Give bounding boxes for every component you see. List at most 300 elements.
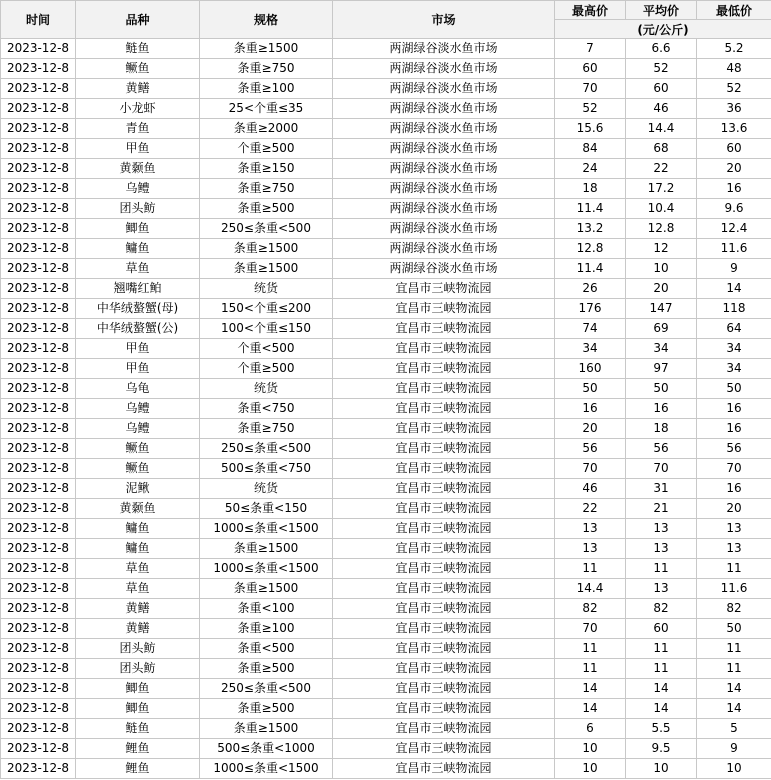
- table-row: [1, 39, 771, 59]
- cell-variety: 中华绒螯蟹(公): [76, 319, 200, 339]
- cell-high: 11.4: [555, 259, 626, 279]
- cell-date: 2023-12-8: [1, 59, 76, 79]
- cell-spec: 1000≤条重<1500: [200, 519, 333, 539]
- cell-spec: 条重≥500: [200, 699, 333, 719]
- cell-market: 宜昌市三峡物流园: [333, 439, 555, 459]
- cell-spec: 条重<100: [200, 599, 333, 619]
- cell-date: 2023-12-8: [1, 219, 76, 239]
- cell-spec: 条重<500: [200, 639, 333, 659]
- cell-spec: 条重≥100: [200, 619, 333, 639]
- cell-low: 50: [697, 619, 771, 639]
- cell-variety: 鲤鱼: [76, 759, 200, 779]
- cell-date: 2023-12-8: [1, 339, 76, 359]
- cell-market: 两湖绿谷淡水鱼市场: [333, 139, 555, 159]
- cell-high: 15.6: [555, 119, 626, 139]
- cell-high: 56: [555, 439, 626, 459]
- cell-date: 2023-12-8: [1, 619, 76, 639]
- cell-high: 70: [555, 459, 626, 479]
- cell-market: 两湖绿谷淡水鱼市场: [333, 59, 555, 79]
- cell-spec: 25<个重≤35: [200, 99, 333, 119]
- table-row: [1, 239, 771, 259]
- table-header: [1, 1, 771, 39]
- cell-market: 宜昌市三峡物流园: [333, 619, 555, 639]
- table-row: [1, 159, 771, 179]
- cell-high: 84: [555, 139, 626, 159]
- cell-low: 14: [697, 279, 771, 299]
- cell-low: 52: [697, 79, 771, 99]
- cell-variety: 中华绒螯蟹(母): [76, 299, 200, 319]
- cell-market: 宜昌市三峡物流园: [333, 699, 555, 719]
- cell-variety: 黄颡鱼: [76, 499, 200, 519]
- cell-high: 10: [555, 759, 626, 779]
- cell-low: 16: [697, 419, 771, 439]
- cell-high: 60: [555, 59, 626, 79]
- cell-high: 16: [555, 399, 626, 419]
- cell-variety: 鲤鱼: [76, 739, 200, 759]
- table-row: [1, 339, 771, 359]
- cell-market: 宜昌市三峡物流园: [333, 479, 555, 499]
- table-row: [1, 759, 771, 779]
- cell-avg: 11: [626, 559, 697, 579]
- cell-low: 5: [697, 719, 771, 739]
- cell-low: 34: [697, 359, 771, 379]
- cell-market: 宜昌市三峡物流园: [333, 299, 555, 319]
- cell-avg: 9.5: [626, 739, 697, 759]
- table-row: [1, 139, 771, 159]
- cell-market: 两湖绿谷淡水鱼市场: [333, 179, 555, 199]
- cell-low: 14: [697, 679, 771, 699]
- cell-avg: 12: [626, 239, 697, 259]
- cell-market: 宜昌市三峡物流园: [333, 539, 555, 559]
- cell-spec: 个重<500: [200, 339, 333, 359]
- cell-spec: 50≤条重<150: [200, 499, 333, 519]
- cell-avg: 17.2: [626, 179, 697, 199]
- cell-variety: 团头鲂: [76, 199, 200, 219]
- cell-spec: 条重≥2000: [200, 119, 333, 139]
- header-avg: 平均价: [626, 1, 697, 20]
- cell-date: 2023-12-8: [1, 179, 76, 199]
- cell-low: 11: [697, 559, 771, 579]
- table-row: [1, 199, 771, 219]
- cell-low: 48: [697, 59, 771, 79]
- cell-date: 2023-12-8: [1, 639, 76, 659]
- cell-spec: 250≤条重<500: [200, 219, 333, 239]
- cell-spec: 1000≤条重<1500: [200, 559, 333, 579]
- cell-market: 宜昌市三峡物流园: [333, 319, 555, 339]
- header-variety: 品种: [76, 1, 200, 39]
- cell-avg: 14: [626, 679, 697, 699]
- cell-spec: 1000≤条重<1500: [200, 759, 333, 779]
- cell-variety: 乌鳢: [76, 419, 200, 439]
- cell-low: 12.4: [697, 219, 771, 239]
- cell-market: 宜昌市三峡物流园: [333, 279, 555, 299]
- cell-market: 宜昌市三峡物流园: [333, 559, 555, 579]
- cell-high: 10: [555, 739, 626, 759]
- cell-spec: 250≤条重<500: [200, 439, 333, 459]
- cell-variety: 青鱼: [76, 119, 200, 139]
- cell-date: 2023-12-8: [1, 659, 76, 679]
- cell-spec: 250≤条重<500: [200, 679, 333, 699]
- cell-low: 36: [697, 99, 771, 119]
- cell-avg: 147: [626, 299, 697, 319]
- header-low: 最低价: [697, 1, 771, 20]
- cell-spec: 条重≥1500: [200, 239, 333, 259]
- cell-low: 16: [697, 399, 771, 419]
- cell-market: 宜昌市三峡物流园: [333, 459, 555, 479]
- cell-spec: 条重≥1500: [200, 719, 333, 739]
- cell-low: 56: [697, 439, 771, 459]
- cell-date: 2023-12-8: [1, 439, 76, 459]
- cell-high: 13: [555, 519, 626, 539]
- cell-low: 11.6: [697, 579, 771, 599]
- cell-high: 70: [555, 79, 626, 99]
- cell-date: 2023-12-8: [1, 39, 76, 59]
- cell-market: 宜昌市三峡物流园: [333, 359, 555, 379]
- cell-date: 2023-12-8: [1, 599, 76, 619]
- cell-date: 2023-12-8: [1, 679, 76, 699]
- table-row: [1, 79, 771, 99]
- cell-low: 16: [697, 479, 771, 499]
- cell-avg: 14.4: [626, 119, 697, 139]
- cell-low: 60: [697, 139, 771, 159]
- cell-variety: 黄颡鱼: [76, 159, 200, 179]
- cell-market: 两湖绿谷淡水鱼市场: [333, 239, 555, 259]
- cell-avg: 46: [626, 99, 697, 119]
- cell-spec: 条重<750: [200, 399, 333, 419]
- cell-variety: 鲢鱼: [76, 39, 200, 59]
- cell-low: 11: [697, 639, 771, 659]
- cell-variety: 鳜鱼: [76, 439, 200, 459]
- cell-market: 宜昌市三峡物流园: [333, 739, 555, 759]
- cell-spec: 统货: [200, 279, 333, 299]
- cell-market: 宜昌市三峡物流园: [333, 599, 555, 619]
- cell-market: 两湖绿谷淡水鱼市场: [333, 79, 555, 99]
- cell-avg: 97: [626, 359, 697, 379]
- header-unit: (元/公斤): [555, 20, 771, 39]
- cell-avg: 12.8: [626, 219, 697, 239]
- table-row: [1, 499, 771, 519]
- cell-low: 64: [697, 319, 771, 339]
- header-market: 市场: [333, 1, 555, 39]
- cell-high: 46: [555, 479, 626, 499]
- cell-avg: 10: [626, 759, 697, 779]
- table-row: [1, 259, 771, 279]
- table-row: [1, 99, 771, 119]
- cell-date: 2023-12-8: [1, 319, 76, 339]
- cell-high: 50: [555, 379, 626, 399]
- cell-date: 2023-12-8: [1, 139, 76, 159]
- table-row: [1, 479, 771, 499]
- cell-avg: 11: [626, 659, 697, 679]
- cell-low: 34: [697, 339, 771, 359]
- cell-low: 82: [697, 599, 771, 619]
- cell-low: 11: [697, 659, 771, 679]
- table-row: [1, 379, 771, 399]
- table-row: [1, 719, 771, 739]
- cell-avg: 16: [626, 399, 697, 419]
- cell-variety: 鳙鱼: [76, 539, 200, 559]
- cell-variety: 鳜鱼: [76, 459, 200, 479]
- table-row: [1, 519, 771, 539]
- cell-date: 2023-12-8: [1, 379, 76, 399]
- cell-avg: 82: [626, 599, 697, 619]
- cell-high: 24: [555, 159, 626, 179]
- cell-high: 11: [555, 639, 626, 659]
- cell-avg: 70: [626, 459, 697, 479]
- cell-high: 11.4: [555, 199, 626, 219]
- cell-spec: 条重≥150: [200, 159, 333, 179]
- table-row: [1, 739, 771, 759]
- table-row: [1, 699, 771, 719]
- cell-variety: 黄鳝: [76, 79, 200, 99]
- cell-variety: 乌鳢: [76, 399, 200, 419]
- cell-variety: 黄鳝: [76, 599, 200, 619]
- header-date: 时间: [1, 1, 76, 39]
- cell-high: 26: [555, 279, 626, 299]
- cell-date: 2023-12-8: [1, 499, 76, 519]
- cell-low: 16: [697, 179, 771, 199]
- cell-market: 两湖绿谷淡水鱼市场: [333, 199, 555, 219]
- cell-avg: 21: [626, 499, 697, 519]
- cell-market: 宜昌市三峡物流园: [333, 659, 555, 679]
- cell-date: 2023-12-8: [1, 759, 76, 779]
- cell-spec: 个重≥500: [200, 139, 333, 159]
- cell-high: 176: [555, 299, 626, 319]
- cell-spec: 条重≥1500: [200, 259, 333, 279]
- cell-variety: 小龙虾: [76, 99, 200, 119]
- cell-high: 20: [555, 419, 626, 439]
- cell-market: 宜昌市三峡物流园: [333, 379, 555, 399]
- cell-variety: 鲫鱼: [76, 219, 200, 239]
- cell-market: 两湖绿谷淡水鱼市场: [333, 39, 555, 59]
- cell-avg: 68: [626, 139, 697, 159]
- cell-low: 20: [697, 159, 771, 179]
- cell-high: 13: [555, 539, 626, 559]
- cell-high: 6: [555, 719, 626, 739]
- cell-low: 9.6: [697, 199, 771, 219]
- cell-high: 74: [555, 319, 626, 339]
- cell-high: 12.8: [555, 239, 626, 259]
- table-row: [1, 639, 771, 659]
- table-body: [1, 39, 771, 779]
- cell-spec: 条重≥750: [200, 59, 333, 79]
- header-high: 最高价: [555, 1, 626, 20]
- cell-date: 2023-12-8: [1, 699, 76, 719]
- cell-low: 13: [697, 539, 771, 559]
- cell-variety: 翘嘴红鲌: [76, 279, 200, 299]
- cell-variety: 鳜鱼: [76, 59, 200, 79]
- cell-date: 2023-12-8: [1, 539, 76, 559]
- cell-low: 70: [697, 459, 771, 479]
- cell-spec: 条重≥750: [200, 419, 333, 439]
- cell-spec: 条重≥1500: [200, 39, 333, 59]
- cell-avg: 6.6: [626, 39, 697, 59]
- cell-variety: 草鱼: [76, 259, 200, 279]
- cell-avg: 60: [626, 79, 697, 99]
- cell-date: 2023-12-8: [1, 399, 76, 419]
- cell-avg: 52: [626, 59, 697, 79]
- table-row: [1, 579, 771, 599]
- cell-variety: 泥鳅: [76, 479, 200, 499]
- cell-market: 两湖绿谷淡水鱼市场: [333, 259, 555, 279]
- cell-variety: 乌龟: [76, 379, 200, 399]
- cell-avg: 10: [626, 259, 697, 279]
- cell-high: 11: [555, 659, 626, 679]
- cell-high: 160: [555, 359, 626, 379]
- cell-variety: 鲫鱼: [76, 679, 200, 699]
- cell-high: 14.4: [555, 579, 626, 599]
- cell-low: 50: [697, 379, 771, 399]
- cell-spec: 统货: [200, 479, 333, 499]
- cell-date: 2023-12-8: [1, 479, 76, 499]
- cell-avg: 60: [626, 619, 697, 639]
- table-row: [1, 279, 771, 299]
- cell-market: 两湖绿谷淡水鱼市场: [333, 219, 555, 239]
- cell-variety: 鳙鱼: [76, 239, 200, 259]
- cell-market: 宜昌市三峡物流园: [333, 639, 555, 659]
- table-row: [1, 599, 771, 619]
- cell-variety: 鲫鱼: [76, 699, 200, 719]
- cell-avg: 5.5: [626, 719, 697, 739]
- cell-high: 11: [555, 559, 626, 579]
- table-row: [1, 439, 771, 459]
- cell-high: 82: [555, 599, 626, 619]
- cell-variety: 乌鳢: [76, 179, 200, 199]
- table-row: [1, 419, 771, 439]
- table-row: [1, 179, 771, 199]
- cell-low: 10: [697, 759, 771, 779]
- cell-spec: 条重≥750: [200, 179, 333, 199]
- cell-avg: 56: [626, 439, 697, 459]
- cell-date: 2023-12-8: [1, 239, 76, 259]
- cell-spec: 条重≥500: [200, 659, 333, 679]
- cell-avg: 10.4: [626, 199, 697, 219]
- cell-date: 2023-12-8: [1, 419, 76, 439]
- cell-market: 宜昌市三峡物流园: [333, 419, 555, 439]
- cell-spec: 条重≥100: [200, 79, 333, 99]
- cell-date: 2023-12-8: [1, 299, 76, 319]
- cell-low: 9: [697, 259, 771, 279]
- cell-variety: 鲢鱼: [76, 719, 200, 739]
- cell-spec: 150<个重≤200: [200, 299, 333, 319]
- cell-high: 14: [555, 679, 626, 699]
- cell-avg: 14: [626, 699, 697, 719]
- cell-date: 2023-12-8: [1, 119, 76, 139]
- cell-avg: 22: [626, 159, 697, 179]
- cell-high: 70: [555, 619, 626, 639]
- cell-avg: 18: [626, 419, 697, 439]
- cell-variety: 甲鱼: [76, 359, 200, 379]
- cell-market: 宜昌市三峡物流园: [333, 679, 555, 699]
- table-row: [1, 359, 771, 379]
- cell-variety: 甲鱼: [76, 339, 200, 359]
- table-row: [1, 459, 771, 479]
- table-row: [1, 119, 771, 139]
- cell-market: 两湖绿谷淡水鱼市场: [333, 99, 555, 119]
- table-row: [1, 219, 771, 239]
- cell-date: 2023-12-8: [1, 259, 76, 279]
- cell-high: 18: [555, 179, 626, 199]
- cell-variety: 甲鱼: [76, 139, 200, 159]
- header-spec: 规格: [200, 1, 333, 39]
- cell-high: 14: [555, 699, 626, 719]
- cell-variety: 鳙鱼: [76, 519, 200, 539]
- cell-variety: 黄鳝: [76, 619, 200, 639]
- table-row: [1, 399, 771, 419]
- cell-low: 14: [697, 699, 771, 719]
- cell-date: 2023-12-8: [1, 279, 76, 299]
- cell-high: 7: [555, 39, 626, 59]
- cell-high: 22: [555, 499, 626, 519]
- table-row: [1, 319, 771, 339]
- cell-market: 宜昌市三峡物流园: [333, 339, 555, 359]
- cell-date: 2023-12-8: [1, 459, 76, 479]
- cell-avg: 50: [626, 379, 697, 399]
- cell-variety: 团头鲂: [76, 659, 200, 679]
- cell-variety: 草鱼: [76, 579, 200, 599]
- table-row: [1, 679, 771, 699]
- cell-market: 两湖绿谷淡水鱼市场: [333, 159, 555, 179]
- cell-spec: 统货: [200, 379, 333, 399]
- cell-low: 118: [697, 299, 771, 319]
- cell-spec: 条重≥1500: [200, 579, 333, 599]
- cell-market: 宜昌市三峡物流园: [333, 719, 555, 739]
- cell-avg: 31: [626, 479, 697, 499]
- cell-low: 11.6: [697, 239, 771, 259]
- table-row: [1, 59, 771, 79]
- cell-spec: 条重≥500: [200, 199, 333, 219]
- cell-date: 2023-12-8: [1, 359, 76, 379]
- cell-market: 宜昌市三峡物流园: [333, 519, 555, 539]
- table-row: [1, 299, 771, 319]
- cell-market: 宜昌市三峡物流园: [333, 399, 555, 419]
- cell-high: 34: [555, 339, 626, 359]
- cell-avg: 13: [626, 539, 697, 559]
- cell-date: 2023-12-8: [1, 519, 76, 539]
- cell-market: 宜昌市三峡物流园: [333, 499, 555, 519]
- cell-date: 2023-12-8: [1, 79, 76, 99]
- cell-avg: 13: [626, 579, 697, 599]
- cell-avg: 20: [626, 279, 697, 299]
- cell-date: 2023-12-8: [1, 719, 76, 739]
- cell-spec: 500≤条重<1000: [200, 739, 333, 759]
- cell-low: 5.2: [697, 39, 771, 59]
- cell-avg: 13: [626, 519, 697, 539]
- cell-high: 13.2: [555, 219, 626, 239]
- cell-date: 2023-12-8: [1, 99, 76, 119]
- cell-variety: 草鱼: [76, 559, 200, 579]
- table-row: [1, 619, 771, 639]
- cell-spec: 100<个重≤150: [200, 319, 333, 339]
- cell-spec: 条重≥1500: [200, 539, 333, 559]
- cell-avg: 34: [626, 339, 697, 359]
- cell-low: 20: [697, 499, 771, 519]
- cell-spec: 个重≥500: [200, 359, 333, 379]
- cell-date: 2023-12-8: [1, 159, 76, 179]
- cell-high: 52: [555, 99, 626, 119]
- cell-low: 13: [697, 519, 771, 539]
- cell-date: 2023-12-8: [1, 579, 76, 599]
- cell-avg: 11: [626, 639, 697, 659]
- cell-date: 2023-12-8: [1, 199, 76, 219]
- table-row: [1, 659, 771, 679]
- cell-market: 宜昌市三峡物流园: [333, 759, 555, 779]
- cell-market: 两湖绿谷淡水鱼市场: [333, 119, 555, 139]
- cell-variety: 团头鲂: [76, 639, 200, 659]
- cell-market: 宜昌市三峡物流园: [333, 579, 555, 599]
- cell-spec: 500≤条重<750: [200, 459, 333, 479]
- cell-date: 2023-12-8: [1, 739, 76, 759]
